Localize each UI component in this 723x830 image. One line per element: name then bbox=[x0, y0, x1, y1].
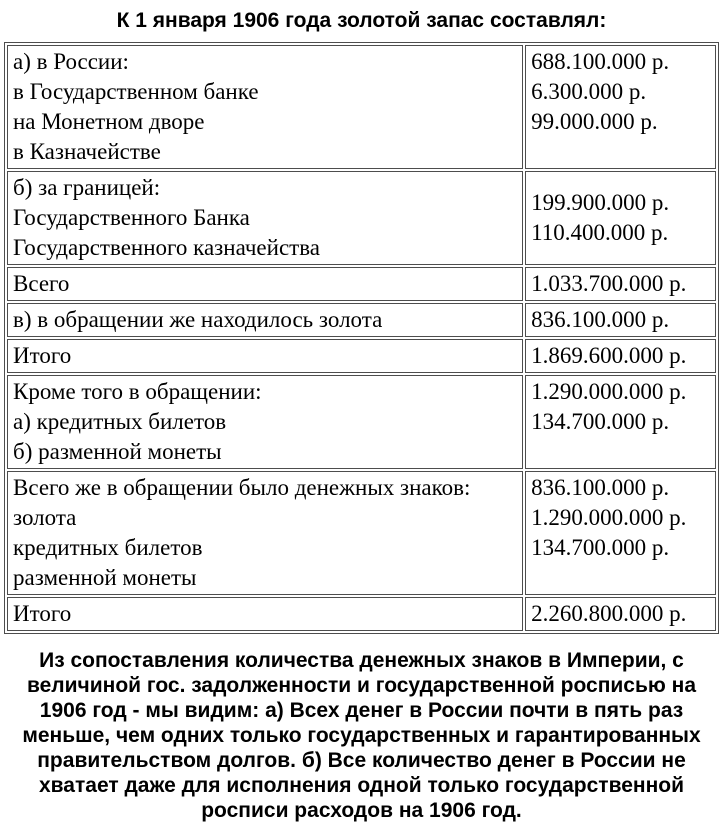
value-cell bbox=[525, 45, 716, 169]
table-row-total-reserve bbox=[7, 267, 716, 301]
value-cell bbox=[525, 267, 716, 301]
table-row-also-in-circulation bbox=[7, 375, 716, 469]
summary-line: хватает даже для исполнения одной только государственной bbox=[38, 774, 684, 797]
summary-line: Из сопоставления количества денежных знаков в Империи, с bbox=[39, 649, 684, 672]
summary-line: росписи расходов на 1906 год. bbox=[201, 799, 522, 822]
label-line: Государственного Банка bbox=[13, 205, 250, 230]
summary-paragraph bbox=[6, 648, 717, 823]
table-row-final-total bbox=[7, 597, 716, 631]
value-line: 1.290.000.000 р. bbox=[531, 379, 687, 404]
table-row-gold-in-circulation bbox=[7, 303, 716, 337]
value-line: 836.100.000 р. bbox=[531, 475, 670, 500]
label-cell bbox=[7, 471, 523, 595]
value-line: 134.700.000 р. bbox=[531, 409, 670, 434]
summary-line: величиной гос. задолженности и государственной росписью на bbox=[26, 674, 697, 697]
label-cell bbox=[7, 339, 523, 373]
label-cell bbox=[7, 303, 523, 337]
value-line: 1.869.600.000 р. bbox=[531, 343, 687, 368]
gold-reserves-table bbox=[4, 42, 719, 634]
page-title: К 1 января 1906 года золотой запас составлял: bbox=[116, 9, 607, 32]
label-cell bbox=[7, 597, 523, 631]
label-line: а) кредитных билетов bbox=[13, 409, 227, 434]
summary-line: правительством долгов. б) Все количество денег в России не bbox=[37, 749, 686, 772]
value-cell bbox=[525, 597, 716, 631]
value-line: 688.100.000 р. bbox=[531, 49, 670, 74]
value-cell bbox=[525, 339, 716, 373]
label-line: кредитных билетов bbox=[13, 535, 203, 560]
table-row-all-money-signs bbox=[7, 471, 716, 595]
label-line: в Казначействе bbox=[13, 139, 161, 164]
summary-line: 1906 год - мы видим: а) Всех денег в России почти в пять раз bbox=[39, 699, 684, 722]
value-cell bbox=[525, 171, 716, 265]
label-line: Итого bbox=[13, 601, 72, 626]
label-line: золота bbox=[13, 505, 77, 530]
value-line: 110.400.000 р. bbox=[531, 220, 669, 245]
value-line: 199.900.000 р. bbox=[531, 190, 670, 215]
label-line: Государственного казначейства bbox=[13, 235, 320, 260]
label-line: на Монетном дворе bbox=[13, 109, 205, 134]
value-line: 99.000.000 р. bbox=[531, 109, 658, 134]
table-row-russia bbox=[7, 45, 716, 169]
label-line: Всего же в обращении было денежных знаков: bbox=[13, 475, 471, 500]
table-row-abroad bbox=[7, 171, 716, 265]
label-line: в Государственном банке bbox=[13, 79, 259, 104]
value-line: 134.700.000 р. bbox=[531, 535, 670, 560]
label-line: б) разменной монеты bbox=[13, 439, 222, 464]
value-line: 836.100.000 р. bbox=[531, 307, 670, 332]
label-line: а) в России: bbox=[13, 49, 129, 74]
value-cell bbox=[525, 471, 716, 595]
value-cell bbox=[525, 303, 716, 337]
value-line: 2.260.800.000 р. bbox=[531, 601, 687, 626]
value-line: 1.290.000.000 р. bbox=[531, 505, 687, 530]
value-line: 6.300.000 р. bbox=[531, 79, 647, 104]
summary-line: меньше, чем одних только государственных и гарантированных bbox=[22, 724, 701, 747]
value-line: 1.033.700.000 р. bbox=[531, 271, 687, 296]
label-line: Кроме того в обращении: bbox=[13, 379, 262, 404]
label-cell bbox=[7, 267, 523, 301]
label-cell bbox=[7, 171, 523, 265]
value-cell bbox=[525, 375, 716, 469]
label-line: б) за границей: bbox=[13, 175, 161, 200]
label-cell bbox=[7, 45, 523, 169]
label-cell bbox=[7, 375, 523, 469]
label-line: в) в обращении же находилось золота bbox=[13, 307, 383, 332]
table-row-gold-grand-total bbox=[7, 339, 716, 373]
label-line: Всего bbox=[13, 271, 70, 296]
label-line: разменной монеты bbox=[13, 565, 197, 590]
label-line: Итого bbox=[13, 343, 72, 368]
